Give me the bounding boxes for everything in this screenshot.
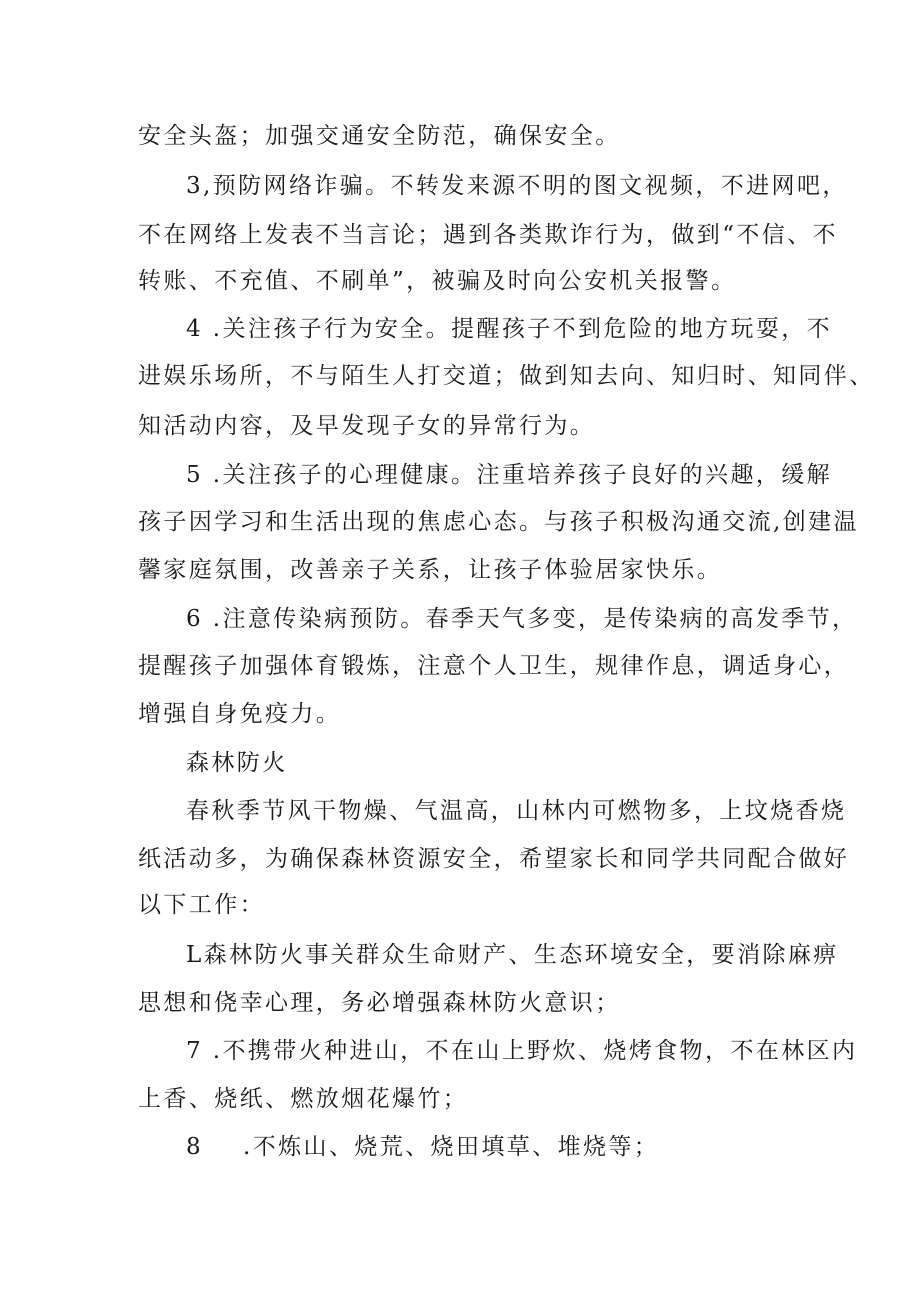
list-item-number: 8: [186, 1134, 204, 1160]
list-item-1-line: L森林防火事关群众生命财产、生态环境安全，要消除麻痹: [186, 942, 839, 968]
text-line: 馨家庭氛围，改善亲子关系，让孩子体验居家快乐。: [138, 557, 723, 583]
text-line: 提醒孩子加强体育锻炼，注意个人卫生，规律作息，调适身心，: [138, 653, 850, 679]
text-line: 思想和侥幸心理，务必增强森林防火意识；: [138, 990, 621, 1016]
text-line: 知活动内容，及早发现子女的异常行为。: [138, 413, 596, 439]
list-item-text: .不炼山、烧荒、烧田填草、堆烧等；: [243, 1134, 660, 1160]
section-heading: 森林防火: [186, 750, 288, 776]
list-item-3-line: 3,预防网络诈骗。不转发来源不明的图文视频，不进网吧，: [186, 173, 848, 199]
list-item-4-line: 4 .关注孩子行为安全。提醒孩子不到危险的地方玩耍，不: [186, 316, 833, 342]
text-line: 转账、不充值、不刷单”，被骗及时向公安机关报警。: [138, 268, 737, 294]
text-line: 增强自身免疫力。: [138, 701, 342, 727]
text-line: 进娱乐场所，不与陌生人打交道；做到知去向、知归时、知同伴、: [138, 363, 875, 389]
text-line: 孩子因学习和生活出现的焦虑心态。与孩子积极沟通交流,创建温: [138, 509, 859, 535]
list-item-6-line: 6 .注意传染病预防。春季天气多变，是传染病的高发季节，: [186, 606, 858, 632]
intro-paragraph-line: 春秋季节风干物燥、气温高，山林内可燃物多，上坟烧香烧: [186, 798, 847, 824]
text-line: 纸活动多，为确保森林资源安全，希望家长和同学共同配合做好: [138, 846, 850, 872]
text-line: 不在网络上发表不当言论；遇到各类欺诈行为，做到“不信、不: [138, 222, 838, 248]
list-item-7-line: 7 .不携带火种进山，不在山上野炊、烧烤食物，不在林区内: [186, 1038, 858, 1064]
text-line: 上香、烧纸、燃放烟花爆竹；: [138, 1086, 469, 1112]
list-item-5-line: 5 .关注孩子的心理健康。注重培养孩子良好的兴趣，缓解: [186, 462, 833, 488]
list-item-8-line: [186, 1132, 659, 1162]
text-line: 安全头盔；加强交通安全防范，确保安全。: [138, 123, 621, 149]
text-line: 以下工作：: [138, 892, 265, 918]
